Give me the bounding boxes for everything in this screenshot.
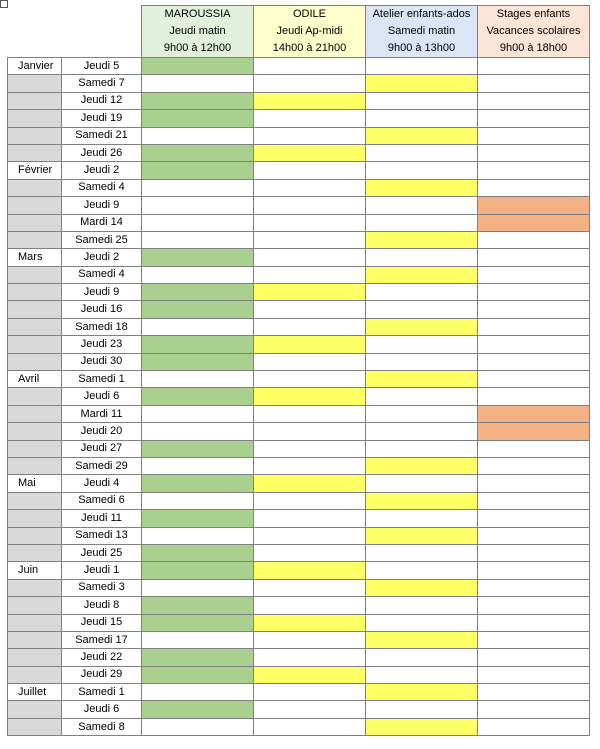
schedule-cell: [366, 75, 478, 92]
table-row: [8, 579, 590, 596]
schedule-cell: [366, 666, 478, 683]
schedule-cell: [478, 162, 590, 179]
day-cell: Samedi 6: [62, 492, 142, 509]
month-cell: [8, 649, 62, 666]
schedule-cell: [478, 666, 590, 683]
day-cell: Jeudi 29: [62, 666, 142, 683]
column-header-line2: Jeudi matin: [169, 25, 226, 37]
month-cell: Janvier: [8, 58, 62, 75]
day-cell: Jeudi 2: [62, 162, 142, 179]
column-header-line2: Samedi matin: [387, 25, 456, 37]
header-blank: [62, 6, 142, 58]
month-cell: [8, 318, 62, 335]
column-header-line2: Jeudi Ap-midi: [276, 25, 343, 37]
schedule-cell: [366, 92, 478, 109]
schedule-cell: [478, 457, 590, 474]
schedule-cell: [366, 336, 478, 353]
schedule-cell: [478, 562, 590, 579]
month-cell: [8, 405, 62, 422]
schedule-cell: [142, 492, 254, 509]
month-cell: [8, 231, 62, 248]
table-row: [8, 388, 590, 405]
column-header: [142, 6, 254, 58]
schedule-cell: [142, 92, 254, 109]
table-row: [8, 527, 590, 544]
table-row: [8, 197, 590, 214]
month-cell: Juillet: [8, 684, 62, 701]
schedule-cell: [254, 614, 366, 631]
schedule-cell: [254, 197, 366, 214]
table-row: [8, 544, 590, 561]
table-row: [8, 301, 590, 318]
schedule-cell: [142, 631, 254, 648]
table-row: [8, 58, 590, 75]
schedule-cell: [366, 579, 478, 596]
schedule-cell: [366, 144, 478, 161]
schedule-cell: [478, 58, 590, 75]
month-cell: [8, 440, 62, 457]
schedule-cell: [254, 266, 366, 283]
table-row: [8, 92, 590, 109]
schedule-cell: [254, 510, 366, 527]
schedule-cell: [478, 544, 590, 561]
day-cell: Jeudi 1: [62, 562, 142, 579]
table-row: [8, 266, 590, 283]
schedule-cell: [254, 371, 366, 388]
day-cell: Samedi 8: [62, 718, 142, 735]
schedule-cell: [366, 701, 478, 718]
schedule-cell: [478, 579, 590, 596]
column-header-title: ODILE: [292, 8, 326, 20]
day-cell: Jeudi 6: [62, 701, 142, 718]
schedule-cell: [142, 718, 254, 735]
schedule-cell: [254, 249, 366, 266]
schedule-cell: [254, 597, 366, 614]
header-blank: [8, 6, 62, 58]
day-cell: Samedi 21: [62, 127, 142, 144]
column-header-title: Atelier enfants-ados: [372, 8, 471, 20]
table-row: [8, 423, 590, 440]
schedule-body: [8, 6, 590, 736]
schedule-cell: [478, 371, 590, 388]
table-row: [8, 718, 590, 735]
schedule-cell: [254, 475, 366, 492]
schedule-cell: [366, 544, 478, 561]
schedule-cell: [478, 301, 590, 318]
schedule-cell: [478, 423, 590, 440]
day-cell: Jeudi 30: [62, 353, 142, 370]
month-cell: [8, 492, 62, 509]
schedule-cell: [366, 614, 478, 631]
schedule-cell: [254, 110, 366, 127]
day-cell: Samedi 1: [62, 371, 142, 388]
table-row: [8, 649, 590, 666]
schedule-cell: [254, 527, 366, 544]
schedule-cell: [366, 127, 478, 144]
day-cell: Samedi 4: [62, 266, 142, 283]
schedule-cell: [366, 510, 478, 527]
month-cell: [8, 579, 62, 596]
table-row: [8, 631, 590, 648]
month-cell: [8, 75, 62, 92]
schedule-cell: [366, 266, 478, 283]
day-cell: Samedi 3: [62, 579, 142, 596]
schedule-cell: [366, 457, 478, 474]
schedule-cell: [478, 475, 590, 492]
schedule-cell: [254, 301, 366, 318]
day-cell: Jeudi 23: [62, 336, 142, 353]
schedule-cell: [254, 701, 366, 718]
column-header-title: Stages enfants: [496, 8, 571, 20]
month-cell: [8, 457, 62, 474]
day-cell: Samedi 29: [62, 457, 142, 474]
schedule-cell: [478, 336, 590, 353]
column-header-line3: 9h00 à 13h00: [387, 42, 456, 54]
day-cell: Samedi 25: [62, 231, 142, 248]
schedule-cell: [478, 197, 590, 214]
day-cell: Jeudi 19: [62, 110, 142, 127]
schedule-cell: [366, 353, 478, 370]
day-cell: Jeudi 16: [62, 301, 142, 318]
month-cell: [8, 144, 62, 161]
column-header-line3: 9h00 à 18h00: [499, 42, 568, 54]
schedule-cell: [478, 405, 590, 422]
schedule-cell: [478, 649, 590, 666]
schedule-cell: [254, 214, 366, 231]
schedule-cell: [142, 649, 254, 666]
table-row: [8, 562, 590, 579]
schedule-cell: [366, 301, 478, 318]
schedule-cell: [142, 284, 254, 301]
month-cell: Mars: [8, 249, 62, 266]
schedule-cell: [478, 266, 590, 283]
day-cell: Jeudi 9: [62, 284, 142, 301]
month-cell: [8, 266, 62, 283]
day-cell: Jeudi 20: [62, 423, 142, 440]
schedule-cell: [142, 614, 254, 631]
day-cell: Jeudi 22: [62, 649, 142, 666]
schedule-cell: [142, 110, 254, 127]
column-header: [366, 6, 478, 58]
schedule-cell: [366, 475, 478, 492]
schedule-cell: [254, 423, 366, 440]
day-cell: Jeudi 15: [62, 614, 142, 631]
schedule-cell: [142, 457, 254, 474]
schedule-cell: [142, 75, 254, 92]
schedule-cell: [478, 631, 590, 648]
schedule-cell: [366, 492, 478, 509]
schedule-cell: [142, 58, 254, 75]
schedule-cell: [366, 388, 478, 405]
day-cell: Jeudi 26: [62, 144, 142, 161]
table-row: [8, 336, 590, 353]
schedule-cell: [254, 353, 366, 370]
column-header: [254, 6, 366, 58]
schedule-cell: [254, 649, 366, 666]
schedule-cell: [478, 214, 590, 231]
month-cell: [8, 214, 62, 231]
schedule-cell: [254, 336, 366, 353]
schedule-cell: [366, 249, 478, 266]
table-row: [8, 614, 590, 631]
schedule-cell: [142, 388, 254, 405]
table-row: [8, 214, 590, 231]
schedule-cell: [142, 597, 254, 614]
schedule-cell: [142, 162, 254, 179]
schedule-cell: [142, 684, 254, 701]
schedule-cell: [366, 527, 478, 544]
day-cell: Samedi 4: [62, 179, 142, 196]
schedule-cell: [478, 701, 590, 718]
schedule-cell: [478, 614, 590, 631]
schedule-cell: [254, 492, 366, 509]
schedule-cell: [478, 144, 590, 161]
schedule-cell: [254, 284, 366, 301]
schedule-cell: [478, 75, 590, 92]
schedule-cell: [142, 405, 254, 422]
day-cell: Jeudi 11: [62, 510, 142, 527]
schedule-cell: [478, 492, 590, 509]
schedule-cell: [254, 92, 366, 109]
table-row: [8, 162, 590, 179]
schedule-cell: [254, 579, 366, 596]
schedule-cell: [478, 110, 590, 127]
month-cell: [8, 110, 62, 127]
schedule-cell: [478, 127, 590, 144]
schedule-cell: [366, 284, 478, 301]
schedule-cell: [142, 666, 254, 683]
month-cell: [8, 197, 62, 214]
schedule-cell: [142, 318, 254, 335]
schedule-cell: [254, 127, 366, 144]
schedule-cell: [142, 440, 254, 457]
table-row: [8, 75, 590, 92]
schedule-cell: [366, 179, 478, 196]
schedule-cell: [366, 110, 478, 127]
schedule-cell: [142, 701, 254, 718]
schedule-cell: [254, 440, 366, 457]
schedule-cell: [366, 649, 478, 666]
schedule-cell: [366, 231, 478, 248]
column-header-line3: 14h00 à 21h00: [272, 42, 347, 54]
schedule-cell: [254, 162, 366, 179]
month-cell: [8, 336, 62, 353]
day-cell: Samedi 13: [62, 527, 142, 544]
table-row: [8, 666, 590, 683]
schedule-cell: [254, 457, 366, 474]
month-cell: [8, 301, 62, 318]
schedule-cell: [478, 249, 590, 266]
schedule-cell: [254, 562, 366, 579]
schedule-cell: [254, 58, 366, 75]
schedule-cell: [366, 423, 478, 440]
schedule-cell: [142, 197, 254, 214]
schedule-cell: [254, 631, 366, 648]
schedule-cell: [478, 318, 590, 335]
schedule-cell: [254, 405, 366, 422]
schedule-cell: [254, 388, 366, 405]
schedule-cell: [142, 371, 254, 388]
table-row: [8, 110, 590, 127]
schedule-cell: [366, 58, 478, 75]
schedule-cell: [478, 684, 590, 701]
table-row: [8, 179, 590, 196]
table-row: [8, 405, 590, 422]
table-row: [8, 597, 590, 614]
schedule-cell: [366, 371, 478, 388]
header-row: [8, 6, 590, 58]
month-cell: Mai: [8, 475, 62, 492]
day-cell: Samedi 7: [62, 75, 142, 92]
schedule-cell: [366, 440, 478, 457]
day-cell: Jeudi 6: [62, 388, 142, 405]
schedule-cell: [254, 666, 366, 683]
schedule-cell: [478, 92, 590, 109]
month-cell: [8, 510, 62, 527]
day-cell: Samedi 1: [62, 684, 142, 701]
table-row: [8, 127, 590, 144]
month-cell: Février: [8, 162, 62, 179]
month-cell: [8, 92, 62, 109]
schedule-cell: [142, 266, 254, 283]
schedule-cell: [254, 231, 366, 248]
schedule-cell: [366, 162, 478, 179]
schedule-cell: [254, 684, 366, 701]
column-header-line3: 9h00 à 12h00: [163, 42, 232, 54]
day-cell: Jeudi 25: [62, 544, 142, 561]
table-row: [8, 371, 590, 388]
schedule-cell: [254, 144, 366, 161]
month-cell: [8, 631, 62, 648]
day-cell: Mardi 14: [62, 214, 142, 231]
table-row: [8, 353, 590, 370]
month-cell: [8, 718, 62, 735]
schedule-cell: [142, 127, 254, 144]
month-cell: Juin: [8, 562, 62, 579]
month-cell: [8, 179, 62, 196]
schedule-cell: [366, 214, 478, 231]
schedule-cell: [366, 718, 478, 735]
table-row: [8, 701, 590, 718]
schedule-cell: [142, 527, 254, 544]
schedule-cell: [366, 197, 478, 214]
table-row: [8, 249, 590, 266]
day-cell: Jeudi 9: [62, 197, 142, 214]
month-cell: [8, 388, 62, 405]
schedule-cell: [142, 336, 254, 353]
table-row: [8, 231, 590, 248]
month-cell: [8, 284, 62, 301]
schedule-cell: [478, 527, 590, 544]
day-cell: Jeudi 5: [62, 58, 142, 75]
schedule-cell: [142, 301, 254, 318]
schedule-cell: [254, 318, 366, 335]
schedule-cell: [142, 231, 254, 248]
schedule-cell: [254, 179, 366, 196]
month-cell: [8, 666, 62, 683]
schedule-cell: [142, 353, 254, 370]
schedule-cell: [478, 510, 590, 527]
schedule-table: [7, 5, 590, 736]
table-row: [8, 284, 590, 301]
schedule-cell: [478, 179, 590, 196]
month-cell: [8, 701, 62, 718]
schedule-cell: [478, 353, 590, 370]
schedule-cell: [366, 318, 478, 335]
schedule-cell: [142, 562, 254, 579]
table-row: [8, 510, 590, 527]
schedule-cell: [478, 440, 590, 457]
schedule-cell: [142, 475, 254, 492]
day-cell: Samedi 17: [62, 631, 142, 648]
schedule-cell: [254, 544, 366, 561]
month-cell: [8, 544, 62, 561]
day-cell: Jeudi 2: [62, 249, 142, 266]
schedule-cell: [142, 510, 254, 527]
month-cell: [8, 597, 62, 614]
month-cell: [8, 127, 62, 144]
table-row: [8, 475, 590, 492]
schedule-cell: [366, 405, 478, 422]
schedule-cell: [366, 597, 478, 614]
schedule-cell: [142, 144, 254, 161]
schedule-cell: [478, 231, 590, 248]
schedule-cell: [254, 718, 366, 735]
schedule-cell: [142, 544, 254, 561]
day-cell: Jeudi 27: [62, 440, 142, 457]
column-header-title: MAROUSSIA: [164, 8, 231, 20]
month-cell: [8, 423, 62, 440]
table-row: [8, 440, 590, 457]
month-cell: Avril: [8, 371, 62, 388]
schedule-cell: [478, 597, 590, 614]
schedule-cell: [142, 423, 254, 440]
month-cell: [8, 353, 62, 370]
table-row: [8, 144, 590, 161]
table-row: [8, 492, 590, 509]
column-header: [478, 6, 590, 58]
day-cell: Samedi 18: [62, 318, 142, 335]
schedule-cell: [478, 718, 590, 735]
table-row: [8, 684, 590, 701]
schedule-cell: [478, 284, 590, 301]
day-cell: Jeudi 12: [62, 92, 142, 109]
schedule-cell: [254, 75, 366, 92]
schedule-cell: [478, 388, 590, 405]
day-cell: Jeudi 4: [62, 475, 142, 492]
schedule-cell: [366, 562, 478, 579]
schedule-cell: [366, 631, 478, 648]
day-cell: Jeudi 8: [62, 597, 142, 614]
schedule-cell: [142, 214, 254, 231]
column-header-line2: Vacances scolaires: [486, 25, 581, 37]
month-cell: [8, 614, 62, 631]
schedule-cell: [142, 579, 254, 596]
schedule-cell: [142, 249, 254, 266]
day-cell: Mardi 11: [62, 405, 142, 422]
table-row: [8, 457, 590, 474]
schedule-cell: [366, 684, 478, 701]
month-cell: [8, 527, 62, 544]
schedule-cell: [142, 179, 254, 196]
table-row: [8, 318, 590, 335]
